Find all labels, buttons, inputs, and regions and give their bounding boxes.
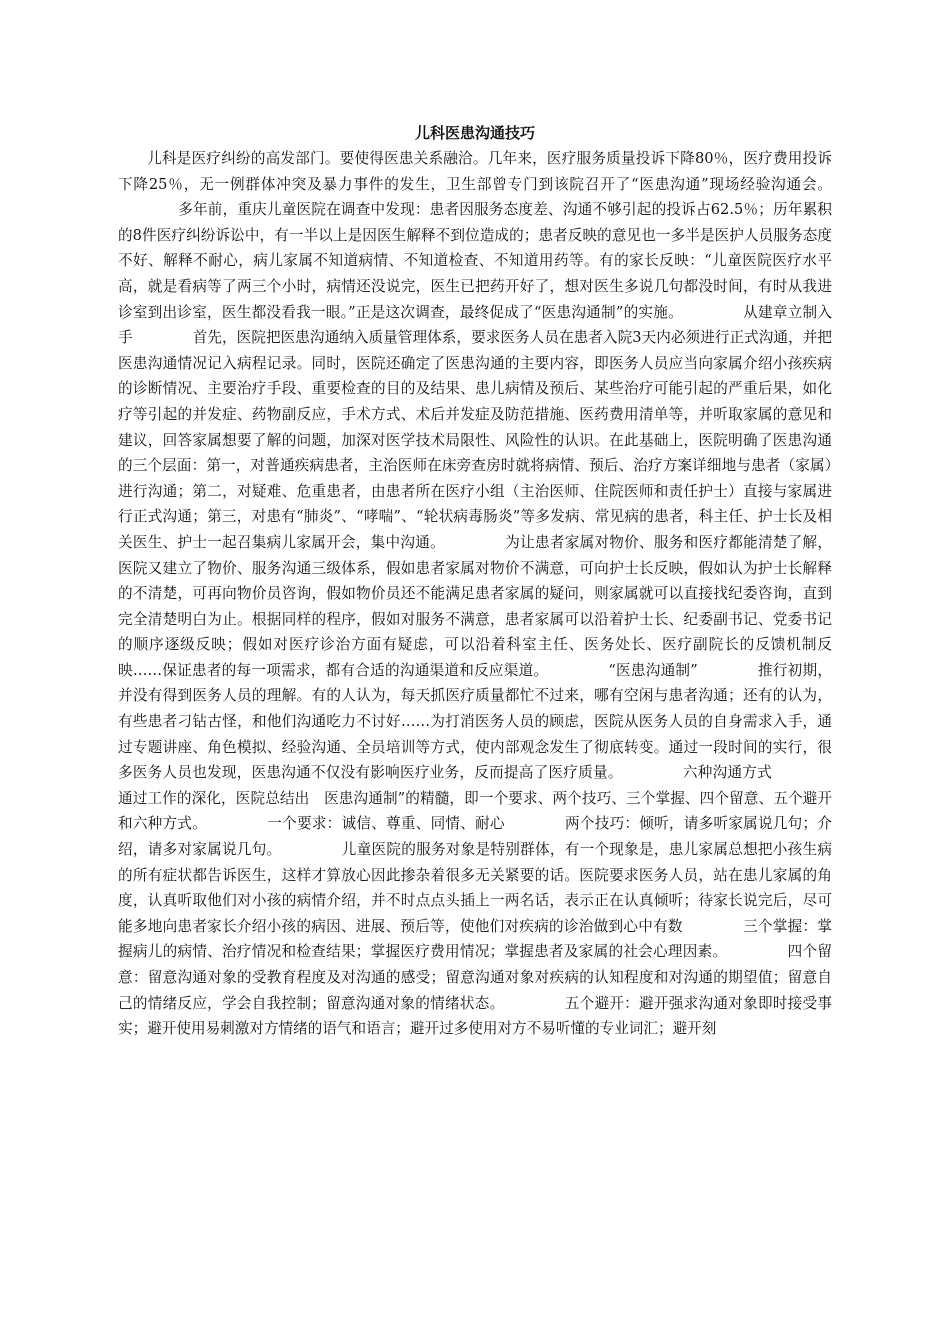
document-title: 儿科医患沟通技巧	[414, 124, 535, 142]
document-page	[118, 122, 832, 1042]
segment-survey: 多年前，重庆儿童医院在调查中发现：患者因服务态度差、沟通不够引起的投诉占62.5％；历年累积的8件医疗纠纷诉讼中，有一半以上是因医生解释不到位造成的；患者反映的意见也一多半是医护人员服务态度不好、解释不耐心，病儿家属不知道病情、不知道检查、不知道用药等。有的家长反映：“儿童医院医疗水平高，就是看病等了两三个小时，病情还没说完，医生已把药开好了，想对医生多说几句都没时间，有时从我进诊室到出诊室，医生都没看我一眼。”正是这次调查，最终促成了“医患沟通制”的实施。	[118, 201, 832, 321]
heading-system: “医患沟通制”	[608, 661, 698, 679]
document-body	[118, 146, 832, 1042]
segment-four-attentions: 四个留意：留意沟通对象的受教育程度及对沟通的感受；留意沟通对象对疾病的认知程度和对沟通的期望值；留意自己的情绪反应，学会自我控制；留意沟通对象的情绪状态。	[118, 943, 832, 1012]
segment-listening: 儿童医院的服务对象是特别群体，有一个现象是，患儿家属总想把小孩生病的所有症状都告诉医生，这样才算放心因此掺杂着很多无关紧要的话。医院要求医务人员，站在患儿家属的角度，认真听取他们对小孩的病情介绍，并不时点点头插上一两名话，表示正在认真倾听；待家长说完后，尽可能多地向患者家长介绍小孩的病因、进展、预后等，使他们对疾病的诊治做到心中有数	[118, 841, 832, 935]
segment-five-avoids: 五个避开：避开强求沟通对象即时接受事实；避开使用易刺激对方情绪的语气和语言；避开过多使用对方不易听懂的专业词汇；避开刻	[118, 994, 832, 1038]
segment-two-skills: 两个技巧：倾听，请多听家属说几句；介绍，请多对家属说几句。	[118, 815, 832, 859]
segment-summary: 通过工作的深化，医院总结出 医患沟通制”的精髓，即一个要求、两个技巧、三个掌握、四个留意、五个避开和六种方式。	[118, 789, 832, 833]
segment-intro: 儿科是医疗纠纷的高发部门。要使得医患关系融洽。几年来，医疗服务质量投诉下降80％，医疗费用投诉下降25％，无一例群体冲突及暴力事件的发生，卫生部曾专门到该院召开了“医患沟通”现场经验沟通会。	[118, 150, 832, 193]
heading-six-methods: 六种沟通方式	[682, 764, 772, 782]
segment-tiers: 为让患者家属对物价、服务和医疗都能清楚了解，医院又建立了物价、服务沟通三级体系，假如患者家属对物价不满意，可向护士长反映，假如认为护士长解释的不清楚，可再向物价员咨询，假如物价员还不能满足患者家属的疑问，则家属就可以直接找纪委咨询，直到完全清楚明白为止。根据同样的程序，假如对服务不满意，患者家属可以沿着护士长、纪委副书记、党委书记的顺序逐级反映；假如对医疗诊治方面有疑虑，可以沿着科室主任、医务处长、医疗副院长的反馈机制反映……保证患者的每一项需求，都有合适的沟通渠道和反应渠道。	[118, 533, 832, 679]
segment-one-requirement: 一个要求：诚信、尊重、同情、耐心	[267, 815, 505, 833]
segment-rules: 首先，医院把医患沟通纳入质量管理体系，要求医务人员在患者入院3天内必须进行正式沟通，并把医患沟通情况记入病程记录。同时，医院还确定了医患沟通的主要内容，即医务人员应当向家属介绍小孩疾病的诊断情况、主要治疗手段、重要检查的目的及结果、患儿病情及预后、某些治疗可能引起的严重后果，如化疗等引起的并发症、药物副反应，手术方式、术后并发症及防范措施、医药费用清单等，并听取家属的意见和建议，回答家属想要了解的问题，加深对医学技术局限性、风险性的认识。在此基础上，医院明确了医患沟通的三个层面：第一，对普通疾病患者，主治医师在床旁查房时就将病情、预后、治疗方案详细地与患者（家属）进行沟通；第二，对疑难、危重患者，由患者所在医疗小组（主治医师、住院医师和责任护士）直接与家属进行正式沟通；第三，对患有“肺炎”、“哮喘”、“轮状病毒肠炎”等多发病、常见病的患者，科主任、护士长及相关医生、护士一起召集病儿家属开会，集中沟通。	[118, 329, 832, 551]
segment-three-grasps: 三个掌握：掌握病儿的病情、治疗情况和检查结果；掌握医疗费用情况；掌握患者及家属的社会心理因素。	[118, 917, 832, 961]
heading-rules: 从建章立制入手	[118, 303, 832, 347]
segment-adoption: 推行初期，并没有得到医务人员的理解。有的人认为，每天抓医疗质量都忙不过来，哪有空闲与患者沟通；还有的认为，有些患者刁钻古怪，和他们沟通吃力不讨好……为打消医务人员的顾虑，医院从医务人员的自身需求入手，通过专题讲座、角色模拟、经验沟通、全员培训等方式，使内部观念发生了彻底转变。通过一段时间的实行，很多医务人员也发现，医患沟通不仅没有影响医疗业务，反而提高了医疗质量。	[118, 661, 832, 782]
